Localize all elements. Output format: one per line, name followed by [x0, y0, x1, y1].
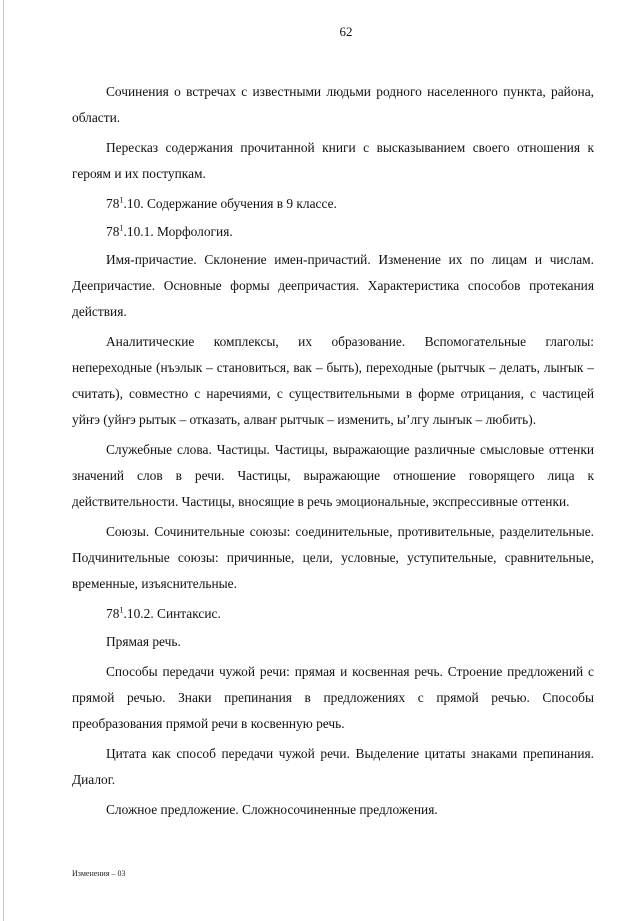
paragraph-analytic-complexes: Аналитические комплексы, их образование. Вспомогательные глаголы: непереходные (нъэлык – становиться, вак – быть), переходные (рытчык – делать, лыҥык – считать), совместно с наречиями, с существительными в форме отрицания, с частицей уйҥэ (уйҥэ рытык – отказать, алваҥ рытчык – изменить, ыʼлгу лыҥык – любить). — [72, 334, 594, 427]
footer-revision: Изменения – 03 — [72, 869, 126, 878]
section-number: 78 — [106, 606, 120, 621]
scan-edge-line — [3, 0, 4, 921]
section-superscript: 1 — [119, 195, 124, 205]
section-heading-morphology — [72, 219, 594, 245]
section-title: .10.2. Синтаксис. — [123, 606, 221, 621]
paragraph-conjunctions: Союзы. Сочинительные союзы: соединительные, противительные, разделительные. Подчинительные союзы: причинные, цели, условные, уступительные, сравнительные, временные, изъяснительные. — [72, 524, 594, 591]
paragraph-speech-methods: Способы передачи чужой речи: прямая и косвенная речь. Строение предложений с прямой речью. Знаки препинания в предложениях с прямой речью. Способы преобразования прямой речи в косвенную речь. — [72, 664, 594, 731]
paragraph-complex-sentence: Сложное предложение. Сложносочиненные предложения. — [106, 802, 438, 817]
paragraph-direct-speech: Прямая речь. — [106, 634, 181, 649]
section-superscript: 1 — [119, 605, 124, 615]
section-title: .10. Содержание обучения в 9 классе. — [123, 196, 337, 211]
section-superscript: 1 — [119, 223, 124, 233]
paragraph-particles: Служебные слова. Частицы. Частицы, выражающие различные смысловые оттенки значений слов в речи. Частицы, выражающие отношение говорящего лица к действительности. Частицы, вносящие в речь эмоциональные, экспрессивные оттенки. — [72, 442, 594, 509]
section-number: 78 — [106, 196, 120, 211]
section-heading-syntax — [72, 601, 594, 627]
paragraph-retelling: Пересказ содержания прочитанной книги с высказыванием своего отношения к героям и их поступкам. — [72, 140, 594, 181]
section-title: .10.1. Морфология. — [123, 224, 233, 239]
paragraph-participle: Имя-причастие. Склонение имен-причастий. Изменение их по лицам и числам. Деепричастие. Основные формы деепричастия. Характеристика способов протекания действия. — [72, 252, 594, 319]
document-body — [72, 79, 594, 827]
page-number: 62 — [339, 24, 353, 39]
paragraph-quotation: Цитата как способ передачи чужой речи. Выделение цитаты знаками препинания. Диалог. — [72, 746, 594, 787]
paragraph-essays: Сочинения о встречах с известными людьми родного населенного пункта, района, области. — [72, 84, 594, 125]
section-heading-grade9 — [72, 191, 594, 217]
section-number: 78 — [106, 224, 120, 239]
